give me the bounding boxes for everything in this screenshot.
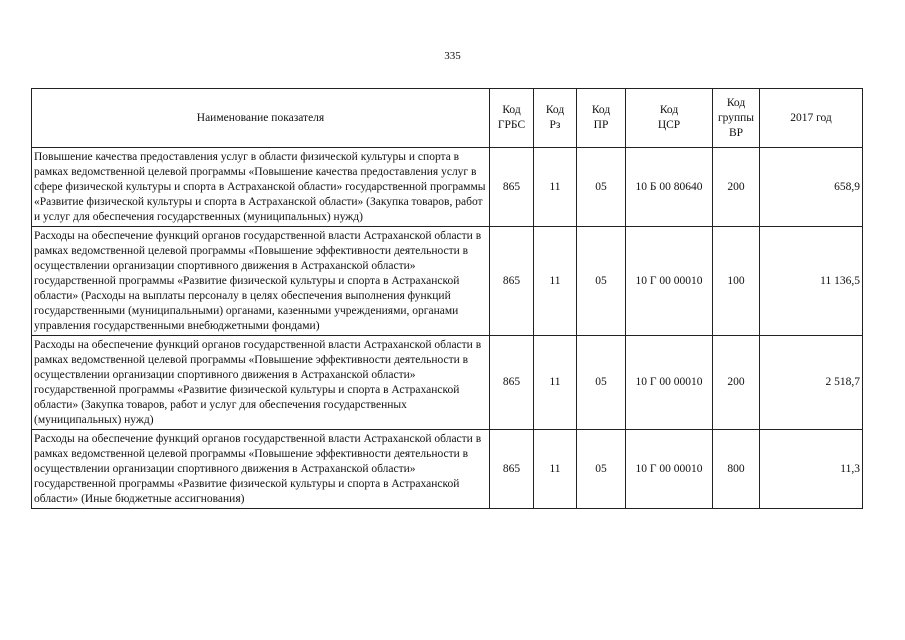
table-header-row (32, 89, 863, 148)
header-rz-code: Код Рз (534, 89, 577, 148)
row-vr: 100 (713, 227, 760, 336)
row-amount: 2 518,7 (760, 336, 863, 430)
row-description: Расходы на обеспечение функций органов государственной власти Астраханской области в рамках ведомственной целевой программы «Повышение эффективности деятельности в осуществлении организации спортивного движения в Астраханской области» государственной программы «Развитие физической культуры и спорта в Астраханской области» (Закупка товаров, работ и услуг для обеспечения государственных (муниципальных) нужд) (32, 336, 490, 430)
table-row (32, 336, 863, 430)
row-rz: 11 (534, 227, 577, 336)
budget-table (31, 88, 863, 509)
row-csr: 10 Г 00 00010 (626, 227, 713, 336)
row-pr: 05 (577, 148, 626, 227)
table-row (32, 430, 863, 509)
page-number: 335 (444, 50, 461, 62)
table-row (32, 227, 863, 336)
table-row (32, 148, 863, 227)
row-description: Расходы на обеспечение функций органов государственной власти Астраханской области в рамках ведомственной целевой программы «Повышение эффективности деятельности в осуществлении организации спортивного движения в Астраханской области» государственной программы «Развитие физической культуры и спорта в Астраханской области» (Расходы на выплаты персоналу в целях обеспечения выполнения функций государственными (муниципальными) органами, казенными учреждениями, органами управления государственными внебюджетными фондами) (32, 227, 490, 336)
row-amount: 11,3 (760, 430, 863, 509)
header-csr-code: Код ЦСР (626, 89, 713, 148)
header-year-2017: 2017 год (760, 89, 863, 148)
row-pr: 05 (577, 336, 626, 430)
row-grbs: 865 (490, 430, 534, 509)
row-pr: 05 (577, 430, 626, 509)
header-grbs-code: Код ГРБС (490, 89, 534, 148)
header-pr-code: Код ПР (577, 89, 626, 148)
row-amount: 11 136,5 (760, 227, 863, 336)
row-grbs: 865 (490, 148, 534, 227)
row-description: Повышение качества предоставления услуг в области физической культуры и спорта в рамках ведомственной целевой программы «Повышение качества предоставления услуг в сфере физической культуры и спорта в Астраханской области» государственной программы «Развитие физической культуры и спорта в Астраханской области» (Закупка товаров, работ и услуг для обеспечения государственных (муниципальных) нужд) (32, 148, 490, 227)
row-grbs: 865 (490, 227, 534, 336)
row-vr: 200 (713, 148, 760, 227)
header-vr-code: Код группы ВР (713, 89, 760, 148)
row-rz: 11 (534, 336, 577, 430)
row-rz: 11 (534, 430, 577, 509)
row-csr: 10 Б 00 80640 (626, 148, 713, 227)
row-description: Расходы на обеспечение функций органов государственной власти Астраханской области в рамках ведомственной целевой программы «Повышение эффективности деятельности в осуществлении организации спортивного движения в Астраханской области» государственной программы «Развитие физической культуры и спорта в Астраханской области» (Иные бюджетные ассигнования) (32, 430, 490, 509)
row-rz: 11 (534, 148, 577, 227)
header-indicator-name: Наименование показателя (32, 89, 490, 148)
row-csr: 10 Г 00 00010 (626, 336, 713, 430)
row-vr: 200 (713, 336, 760, 430)
row-csr: 10 Г 00 00010 (626, 430, 713, 509)
row-vr: 800 (713, 430, 760, 509)
row-grbs: 865 (490, 336, 534, 430)
row-amount: 658,9 (760, 148, 863, 227)
row-pr: 05 (577, 227, 626, 336)
